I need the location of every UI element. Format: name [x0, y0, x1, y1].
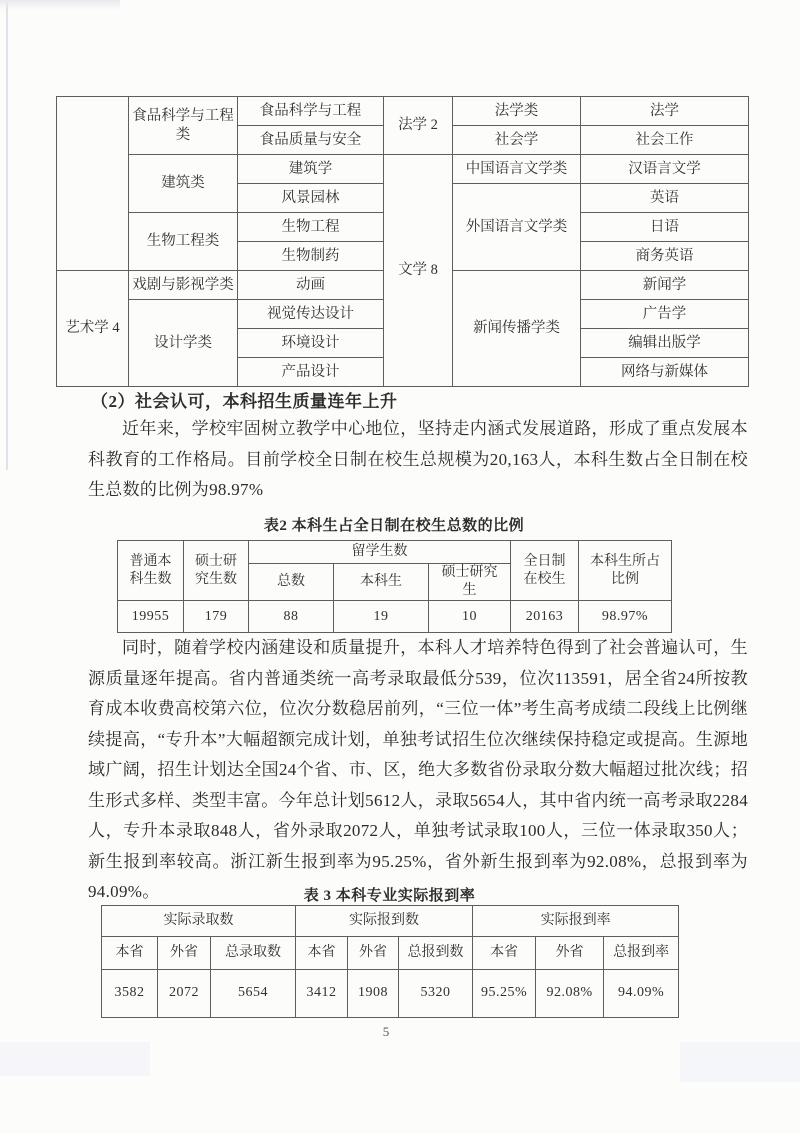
value-cell: 92.08%	[536, 970, 604, 1018]
discipline-cell-literature: 文学 8	[384, 155, 453, 387]
major-cell: 新闻学	[581, 271, 749, 300]
header-cell: 外省	[348, 937, 399, 970]
category-cell: 社会学	[453, 126, 581, 155]
category-cell: 新闻传播学类	[453, 271, 581, 387]
header-cell: 外省	[158, 937, 211, 970]
value-cell: 19955	[118, 601, 184, 633]
header-cell-group: 实际报到数	[296, 906, 473, 937]
header-cell: 总报到率	[604, 937, 679, 970]
category-cell: 戏剧与影视学类	[129, 271, 238, 300]
category-cell: 生物工程类	[129, 213, 238, 271]
header-cell: 本科生	[334, 564, 429, 601]
value-cell: 1908	[348, 970, 399, 1018]
value-cell: 3412	[296, 970, 348, 1018]
value-cell: 95.25%	[473, 970, 536, 1018]
table2-caption: 表2 本科生占全日制在校生总数的比例	[263, 518, 525, 534]
major-cell: 日语	[581, 213, 749, 242]
page-number: 5	[382, 1024, 390, 1039]
section-heading: （2）社会认可，本科招生质量连年上升	[91, 392, 398, 411]
category-cell: 设计学类	[129, 300, 238, 387]
header-cell: 硕士研究生数	[184, 541, 249, 601]
major-cell: 商务英语	[581, 242, 749, 271]
discipline-cell-empty	[57, 97, 129, 271]
major-cell: 法学	[581, 97, 749, 126]
scan-corner-artifact	[0, 0, 120, 10]
value-cell: 5320	[399, 970, 473, 1018]
header-cell: 硕士研究生	[429, 564, 511, 601]
header-cell: 总报到数	[399, 937, 473, 970]
header-cell-group: 实际录取数	[102, 906, 296, 937]
value-cell: 10	[429, 601, 511, 633]
major-cell: 广告学	[581, 300, 749, 329]
value-cell: 88	[249, 601, 334, 633]
category-cell: 食品科学与工程类	[129, 97, 238, 155]
header-cell: 外省	[536, 937, 604, 970]
major-cell: 产品设计	[238, 358, 384, 387]
header-cell: 全日制在校生	[511, 541, 579, 601]
header-cell-group: 实际报到率	[473, 906, 679, 937]
major-cell: 社会工作	[581, 126, 749, 155]
paragraph-admission-quality: 同时，随着学校内涵建设和质量提升，本科人才培养特色得到了社会普遍认可，生源质量逐年提高。省内普通类统一高考录取最低分539，位次113591，居全省24所按教育成本收费高校第六位，位次分数稳居前列，“三位一体”考生高考成绩二段线上比例继续提高，“专升本”大幅超额完成计划，单独考试招生位次继续保持稳定或提高。生源地域广阔，招生计划达全国24个省、市、区，绝大多数省份录取分数大幅超过批次线；招生形式多样、类型丰富。今年总计划5612人，录取5654人，其中省内统一高考录取2284人，专升本录取848人，省外录取2072人，单独考试录取100人，三位一体录取350人；新生报到率较高。浙江新生报到率为95.25%，省外新生报到率为92.08%，总报到率为94.09%。	[88, 638, 748, 901]
category-cell: 建筑类	[129, 155, 238, 213]
discipline-cell-law: 法学 2	[384, 97, 453, 155]
value-cell: 3582	[102, 970, 158, 1018]
value-cell: 20163	[511, 601, 579, 633]
header-cell: 本省	[102, 937, 158, 970]
header-cell: 本科生所占比例	[579, 541, 672, 601]
major-cell: 汉语言文学	[581, 155, 749, 184]
major-cell: 生物工程	[238, 213, 384, 242]
major-cell: 动画	[238, 271, 384, 300]
category-cell: 法学类	[453, 97, 581, 126]
major-cell: 食品科学与工程	[238, 97, 384, 126]
table3-caption: 表 3 本科专业实际报到率	[303, 888, 476, 904]
fulltime-students-ratio-table	[117, 540, 672, 633]
major-cell: 英语	[581, 184, 749, 213]
header-cell: 普通本科生数	[118, 541, 184, 601]
value-cell: 179	[184, 601, 249, 633]
scan-edge-artifact	[6, 0, 8, 470]
header-cell: 总录取数	[211, 937, 296, 970]
major-cell: 建筑学	[238, 155, 384, 184]
majors-catalog-table	[56, 96, 749, 387]
value-cell: 5654	[211, 970, 296, 1018]
major-cell: 风景园林	[238, 184, 384, 213]
value-cell: 2072	[158, 970, 211, 1018]
major-cell: 环境设计	[238, 329, 384, 358]
scan-smudge-left	[0, 1042, 150, 1076]
discipline-cell-art: 艺术学 4	[57, 271, 129, 387]
major-cell: 食品质量与安全	[238, 126, 384, 155]
header-cell: 总数	[249, 564, 334, 601]
header-cell-group: 留学生数	[249, 541, 511, 564]
scan-smudge-right	[680, 1042, 800, 1082]
paragraph-enrollment-overview: 近年来，学校牢固树立教学中心地位，坚持走内涵式发展道路，形成了重点发展本科教育的工作格局。目前学校全日制在校生总规模为20,163人，本科生数占全日制在校生总数的比例为98.97%	[88, 419, 748, 499]
major-cell: 视觉传达设计	[238, 300, 384, 329]
category-cell: 中国语言文学类	[453, 155, 581, 184]
category-cell: 外国语言文学类	[453, 184, 581, 271]
value-cell: 98.97%	[579, 601, 672, 633]
value-cell: 19	[334, 601, 429, 633]
major-cell: 生物制药	[238, 242, 384, 271]
header-cell: 本省	[296, 937, 348, 970]
value-cell: 94.09%	[604, 970, 679, 1018]
major-cell: 网络与新媒体	[581, 358, 749, 387]
registration-rate-table	[101, 905, 679, 1018]
major-cell: 编辑出版学	[581, 329, 749, 358]
header-cell: 本省	[473, 937, 536, 970]
